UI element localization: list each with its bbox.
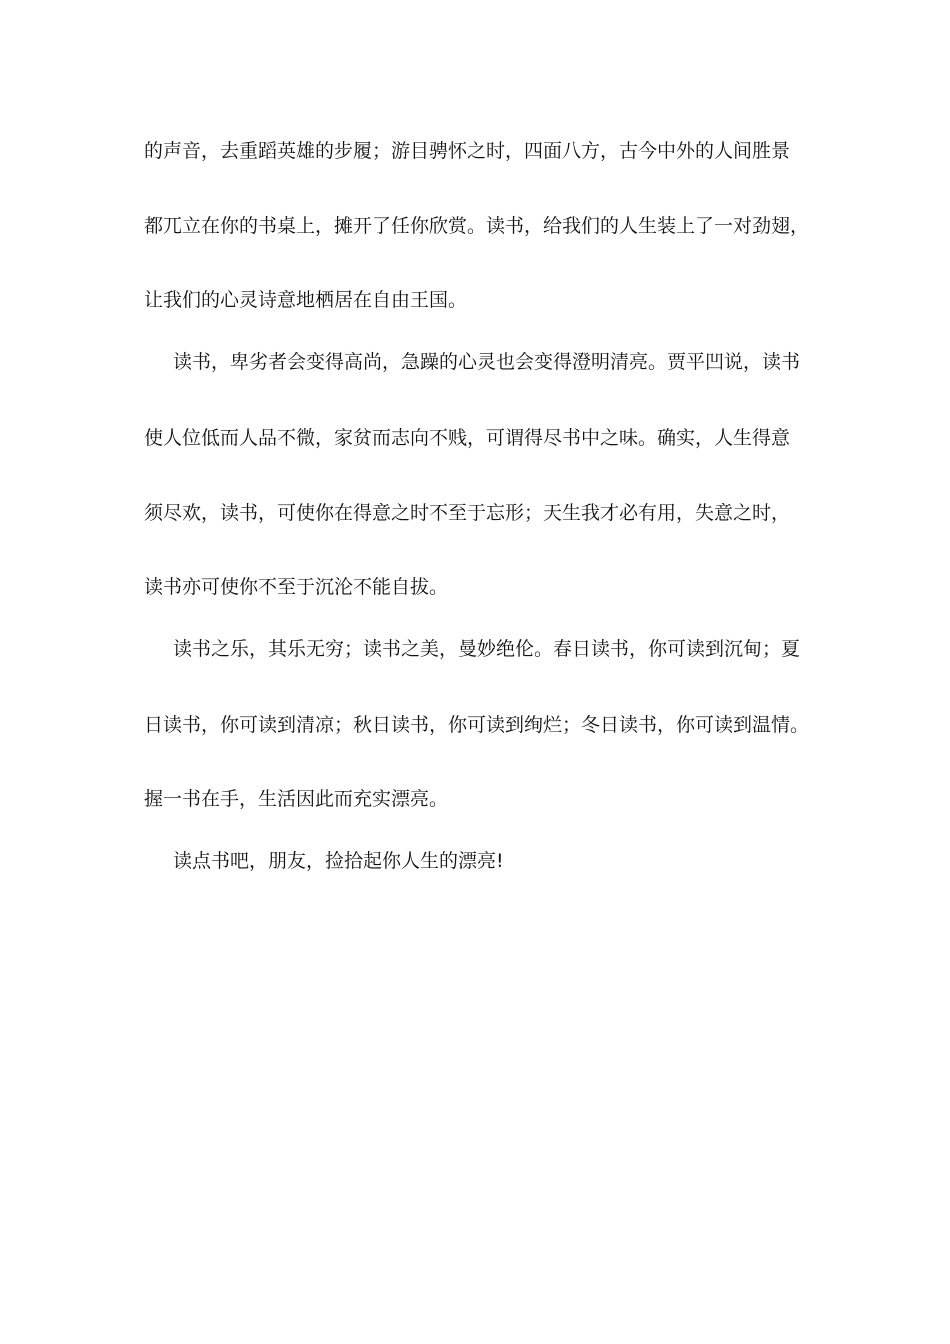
paragraph-line: 握一书在手，生活因此而充实漂亮。 <box>144 788 449 810</box>
paragraph-line: 读书，卑劣者会变得高尚，急躁的心灵也会变得澄明清亮。贾平凹说，读书 <box>173 351 801 373</box>
paragraph-line: 读书之乐，其乐无穷；读书之美，曼妙绝伦。春日读书，你可读到沉甸；夏 <box>173 638 801 660</box>
paragraph-line: 让我们的心灵诗意地栖居在自由王国。 <box>144 289 468 311</box>
paragraph-line: 的声音，去重蹈英雄的步履；游目骋怀之时，四面八方，古今中外的人间胜景 <box>144 140 791 162</box>
paragraph-line: 日读书，你可读到清凉；秋日读书，你可读到绚烂；冬日读书，你可读到温情。 <box>144 714 810 736</box>
paragraph-line: 须尽欢，读书，可使你在得意之时不至于忘形；天生我才必有用，失意之时， <box>144 502 791 524</box>
paragraph-line: 读书亦可使你不至于沉沦不能自拔。 <box>144 576 449 598</box>
paragraph-line: 读点书吧，朋友，捡拾起你人生的漂亮! <box>173 850 504 872</box>
paragraph-line: 都兀立在你的书桌上，摊开了任你欣赏。读书，给我们的人生装上了一对劲翅， <box>144 215 810 237</box>
paragraph-line: 使人位低而人品不微，家贫而志向不贱，可谓得尽书中之味。确实，人生得意 <box>144 427 791 449</box>
